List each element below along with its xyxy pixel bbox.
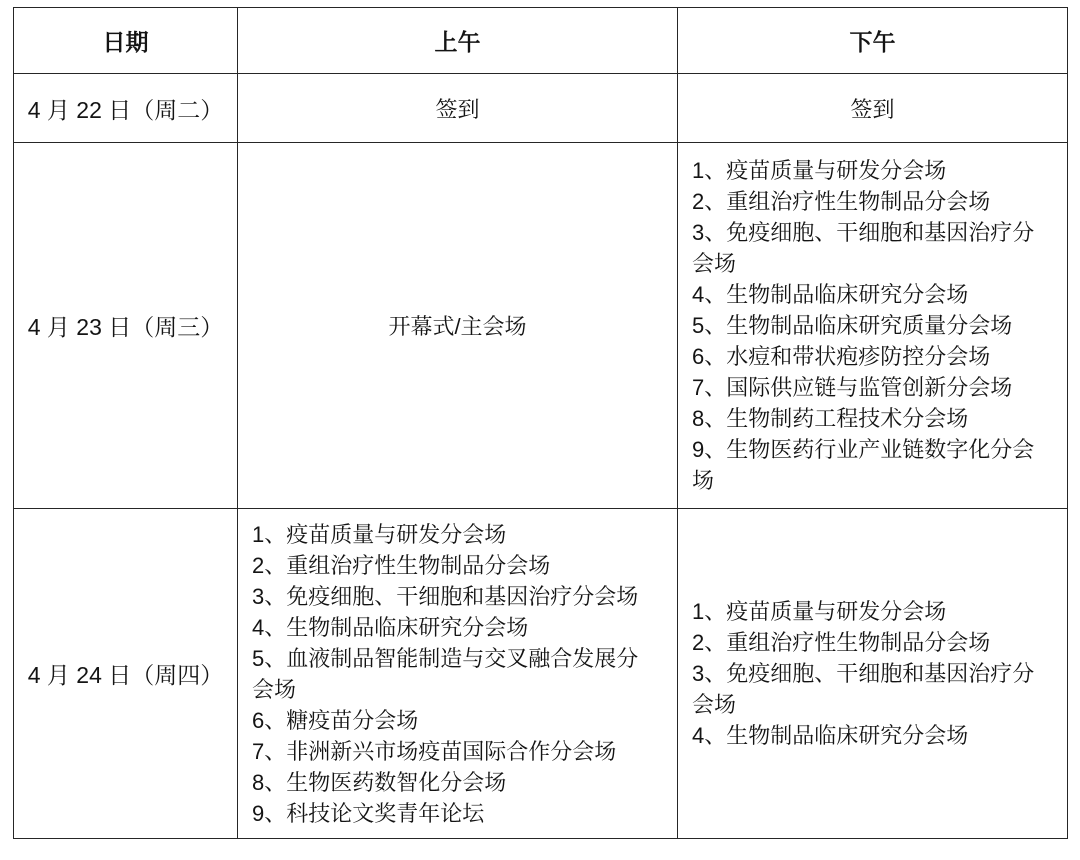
agenda-item: 6、水痘和带状疱疹防控分会场 [692, 344, 991, 369]
table-row [14, 143, 1068, 509]
column-header-afternoon: 下午 [678, 8, 1068, 74]
agenda-item: 2、重组治疗性生物制品分会场 [692, 189, 991, 214]
conference-schedule-table [13, 7, 1068, 839]
date-cell: 4 月 22 日（周二） [14, 74, 238, 143]
agenda-item: 5、血液制品智能制造与交叉融合发展分会场 [252, 645, 639, 702]
morning-cell: 开幕式/主会场 [238, 143, 678, 509]
agenda-item: 8、生物医药数智化分会场 [252, 769, 507, 795]
agenda-item: 4、生物制品临床研究分会场 [692, 282, 969, 307]
agenda-item: 3、免疫细胞、干细胞和基因治疗分会场 [692, 661, 1035, 717]
afternoon-cell: 签到 [678, 74, 1068, 143]
column-header-morning: 上午 [238, 8, 678, 74]
afternoon-cell [678, 509, 1068, 839]
agenda-item: 2、重组治疗性生物制品分会场 [252, 552, 551, 578]
date-cell: 4 月 23 日（周三） [14, 143, 238, 509]
date-cell: 4 月 24 日（周四） [14, 509, 238, 839]
agenda-item: 1、疫苗质量与研发分会场 [692, 599, 947, 624]
agenda-item: 5、生物制品临床研究质量分会场 [692, 313, 1013, 338]
agenda-item: 3、免疫细胞、干细胞和基因治疗分会场 [692, 220, 1035, 276]
agenda-item: 2、重组治疗性生物制品分会场 [692, 630, 991, 655]
agenda-item: 6、糖疫苗分会场 [252, 707, 419, 733]
agenda-item: 7、非洲新兴市场疫苗国际合作分会场 [252, 738, 617, 764]
morning-cell: 签到 [238, 74, 678, 143]
column-header-date: 日期 [14, 8, 238, 74]
morning-cell [238, 509, 678, 839]
afternoon-cell [678, 143, 1068, 509]
table-row [14, 74, 1068, 143]
agenda-item: 3、免疫细胞、干细胞和基因治疗分会场 [252, 583, 639, 609]
agenda-item: 1、疫苗质量与研发分会场 [252, 521, 507, 547]
agenda-item: 7、国际供应链与监管创新分会场 [692, 375, 1013, 400]
agenda-item: 9、生物医药行业产业链数字化分会场 [692, 437, 1035, 493]
agenda-item: 1、疫苗质量与研发分会场 [692, 158, 947, 183]
agenda-item: 8、生物制药工程技术分会场 [692, 406, 969, 431]
agenda-item: 4、生物制品临床研究分会场 [692, 723, 969, 748]
agenda-item: 9、科技论文奖青年论坛 [252, 800, 485, 826]
agenda-item: 4、生物制品临床研究分会场 [252, 614, 529, 640]
header-row [14, 8, 1068, 74]
table-row [14, 509, 1068, 839]
